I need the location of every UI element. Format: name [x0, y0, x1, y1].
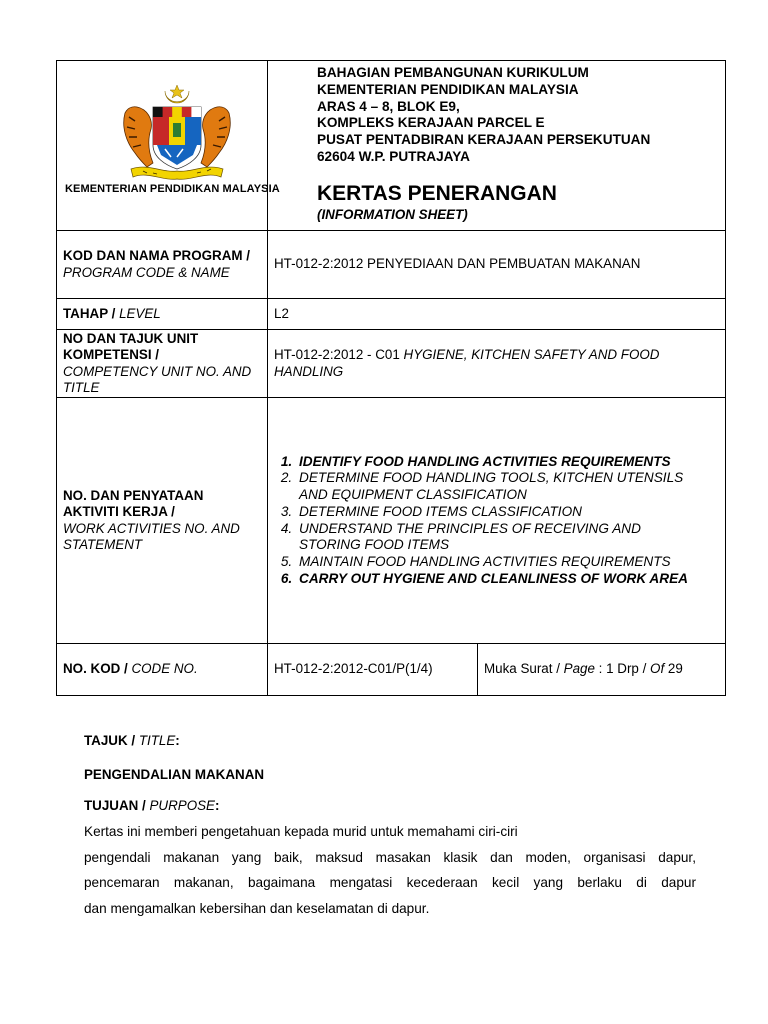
- address-line: BAHAGIAN PEMBANGUNAN KURIKULUM: [317, 65, 589, 80]
- of-label-en: Of: [650, 661, 665, 677]
- activity-item: 5. MAINTAIN FOOD HANDLING ACTIVITIES REQUIREMENTS: [296, 554, 695, 571]
- purpose-line: Kertas ini memberi pengetahuan kepada murid untuk memahami ciri-ciri: [84, 824, 518, 839]
- activities-list: [268, 454, 695, 588]
- code-label-en: CODE NO.: [131, 661, 198, 677]
- page-info-cell: [478, 644, 726, 696]
- program-label: KOD DAN NAMA PROGRAM /: [63, 248, 250, 263]
- address-cell: [268, 61, 726, 231]
- title-heading: [84, 733, 696, 748]
- unit-label-en: COMPETENCY UNIT NO. AND TITLE: [63, 363, 252, 395]
- unit-value-cell: [268, 330, 726, 398]
- ministry-crest-logo: [117, 83, 237, 183]
- level-value: L2: [268, 299, 726, 330]
- logo-cell: [57, 61, 280, 231]
- unit-label-cell: [57, 330, 268, 398]
- activity-item: 2. DETERMINE FOOD HANDLING TOOLS, KITCHEN UTENSILS AND EQUIPMENT CLASSIFICATION: [296, 470, 695, 503]
- activity-item: 4. UNDERSTAND THE PRINCIPLES OF RECEIVING AND STORING FOOD ITEMS: [296, 521, 695, 554]
- header-table: [56, 60, 726, 696]
- activities-label-en: WORK ACTIVITIES NO. AND STATEMENT: [63, 520, 240, 552]
- activities-label: NO. DAN PENYATAAN AKTIVITI KERJA /: [63, 487, 204, 519]
- address-line: ARAS 4 – 8, BLOK E9,: [317, 98, 460, 114]
- unit-title: HYGIENE, KITCHEN SAFETY AND FOOD HANDLING: [274, 347, 660, 379]
- code-value: HT-012-2:2012-C01/P(1/4): [268, 644, 478, 696]
- page-number: : 1 Drp /: [598, 661, 647, 677]
- page-prefix: Muka Surat /: [484, 661, 560, 677]
- activity-item: 3. DETERMINE FOOD ITEMS CLASSIFICATION: [296, 504, 695, 521]
- purpose-label: TUJUAN /: [84, 798, 146, 813]
- purpose-label-en: PURPOSE: [149, 798, 215, 813]
- purpose-line: dan mengamalkan kebersihan dan keselamatan di dapur.: [84, 900, 430, 916]
- page-label-en: Page: [563, 661, 595, 677]
- activity-item: 6. CARRY OUT HYGIENE AND CLEANLINESS OF WORK AREA: [296, 571, 695, 588]
- address-line: KOMPLEKS KERAJAAN PARCEL E: [317, 115, 545, 131]
- total-pages: 29: [667, 661, 683, 677]
- address-line: 62604 W.P. PUTRAJAYA: [317, 148, 470, 164]
- sheet-subtitle: (INFORMATION SHEET): [317, 206, 468, 222]
- level-label: TAHAP /: [63, 305, 116, 321]
- level-label-cell: [57, 299, 268, 330]
- purpose-colon: :: [214, 798, 220, 813]
- purpose-line: pengendali makanan yang baik, maksud masakan klasik dan moden, organisasi dapur,: [84, 849, 696, 865]
- unit-label: NO DAN TAJUK UNIT KOMPETENSI /: [63, 330, 199, 362]
- level-label-en: LEVEL: [119, 305, 161, 321]
- code-label-cell: [57, 644, 268, 696]
- title-label-en: TITLE: [138, 733, 176, 748]
- program-value: HT-012-2:2012 PENYEDIAAN DAN PEMBUATAN MAKANAN: [268, 231, 726, 299]
- program-label-cell: [57, 231, 268, 299]
- address-line: PUSAT PENTADBIRAN KERAJAAN PERSEKUTUAN: [317, 132, 651, 148]
- purpose-line: pencemaran makanan, bagaimana mengatasi kecederaan kecil yang berlaku di dapur: [84, 875, 696, 890]
- activity-item: 1. IDENTIFY FOOD HANDLING ACTIVITIES REQUIREMENTS: [296, 454, 695, 471]
- code-label: NO. KOD /: [63, 661, 128, 677]
- purpose-paragraph: [84, 819, 696, 921]
- purpose-heading: [84, 798, 696, 813]
- sheet-title: KERTAS PENERANGAN: [317, 181, 557, 205]
- title-value: PENGENDALIAN MAKANAN: [84, 767, 265, 782]
- title-label: TAJUK /: [84, 733, 136, 748]
- activities-label-cell: [57, 398, 268, 644]
- unit-code: HT-012-2:2012 - C01: [274, 347, 400, 362]
- address-line: KEMENTERIAN PENDIDIKAN MALAYSIA: [317, 81, 579, 97]
- title-colon: :: [175, 733, 180, 748]
- program-label-en: PROGRAM CODE & NAME: [63, 264, 230, 280]
- activities-list-cell: [268, 398, 726, 644]
- information-sheet-header: [56, 60, 725, 696]
- logo-caption: KEMENTERIAN PENDIDIKAN MALAYSIA: [65, 183, 280, 195]
